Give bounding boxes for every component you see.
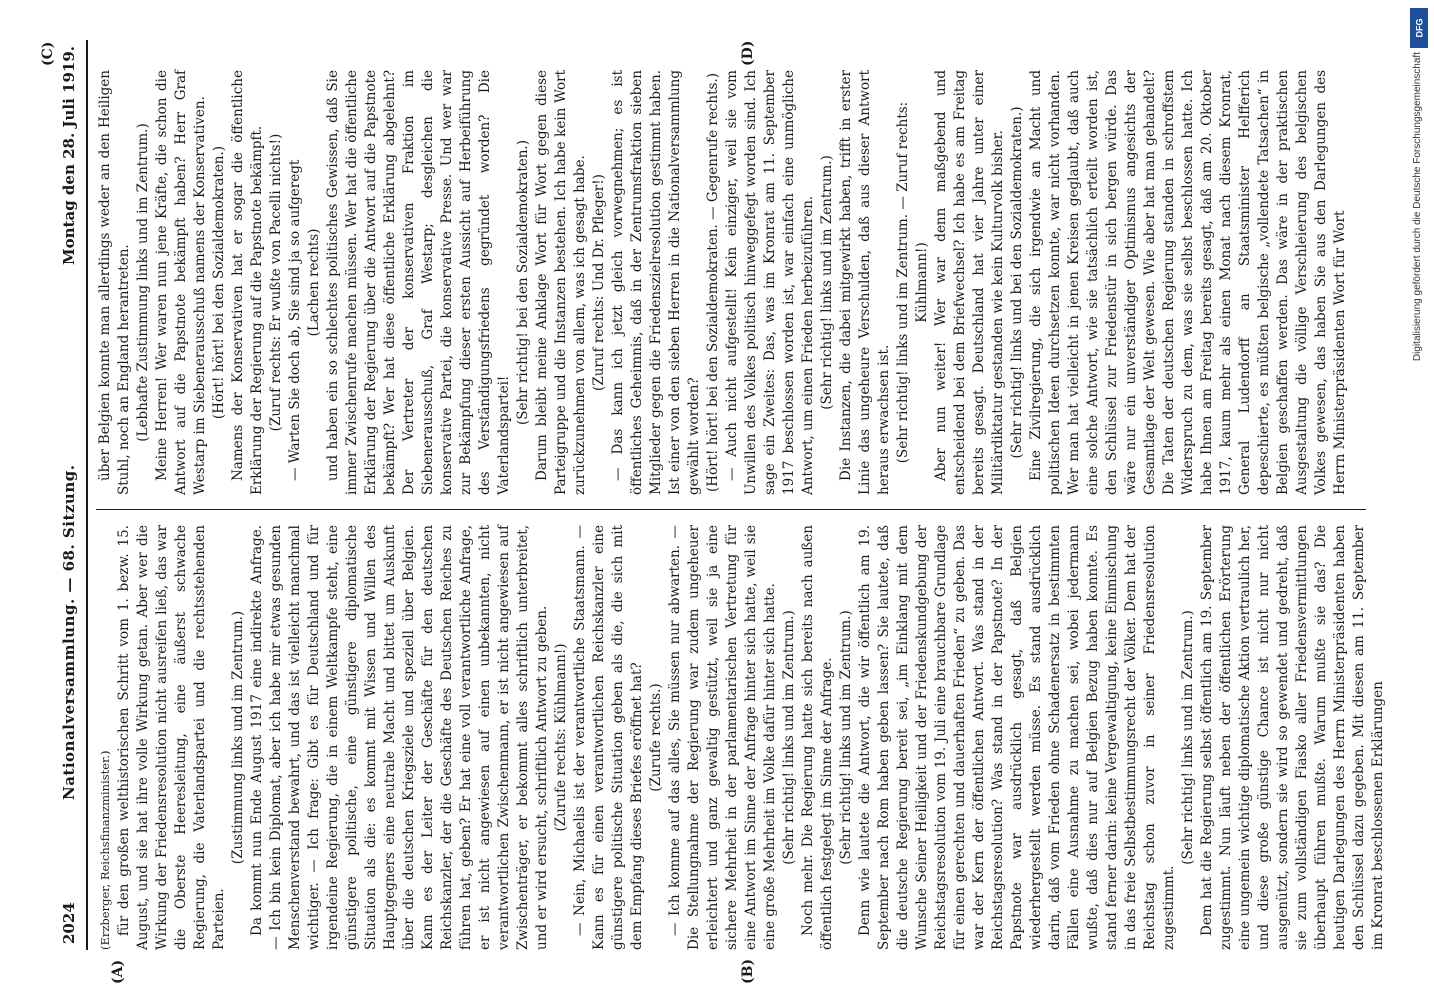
interjection: (Sehr richtig! links und im Zentrum.) [781,610,797,865]
interjection: (Sehr richtig! links und im Zentrum. — Zuruf rechts: Kühlmann!) [895,101,930,464]
interjection: (Sehr richtig! links und bei den Sozialdemokraten.) [1009,106,1025,459]
interjection: (Lachen rechts) [306,228,322,337]
dfg-credit-text: Digitalisierung gefördert durch die Deutsche Forschungsgemeinschaft [1412,52,1423,362]
interjection: (Zustimmung links und im Zentrum.) [230,610,246,865]
paragraph: Dem hat die Regierung selbst öffentlich am 19. September zugestimmt. Nun läuft neben der öffentlichen Erörterung eine ungemein wichtige diplomatische Aktion vertraulich her, und diese große günstige Chance ist nicht nur nicht ausgenützt, sondern sie wird so gewendet und gedreht, daß sie zum vollständigen Fiasko aller Friedensvermittlungen überhaupt führen mußte. Warum mußte sie das? Die heutigen Darlegungen des Herrn Ministerpräsidenten haben den Schlüssel dazu gegeben. Mit diesen am 11. September im Kronrat beschlossenen Erklärungen [1199,525,1386,950]
interjection: (Sehr richtig! links und im Zentrum.) [1180,610,1196,865]
interjection: (Sehr richtig! links und im Zentrum.) [838,610,854,865]
right-column [96,70,1366,495]
paragraph: Eine Zivilregierung, die sich irgendwie an Macht und politischen Ideen durchsetzen konnte, war nicht vorhanden. Wer man hat vielleicht in jenen Kreisen geglaubt, daß auch eine solche Antwort, wie sie tatsächlich erteilt worden ist, den Schlüssel zur Friedenstür in sich bergen würde. Das wäre nur ein unverständiger Optimismus angesichts der Gesamtlage der Welt gewesen. Wie aber hat man gehandelt? Die Taten der deutschen Regierung standen in schroffstem Widerspruch zu dem, was sie selbst beschlossen hatte. Ich habe Ihnen am Freitag bereits gesagt, daß am 20. Oktober 1917, kaum mehr als einen Monat nach diesem Kronrat, General Ludendorff an Staatsminister Helfferich depeschierte, es müßten belgische „vollendete Tatsachen“ in Belgien geschaffen werden. Das wäre in der praktischen Ausgestaltung die völlige Verschleierung des belgischen Volkes gewesen, das haben Sie aus den Darlegungen des Herrn Ministerpräsidenten Wort für Wort [1028,70,1348,495]
paragraph: Aber nun weiter! Wer war denn maßgebend und entscheidend bei dem Briefwechsel? Ich habe es am Freitag bereits gesagt. Deutschland hat vier Jahre unter einer Militärdiktatur gestanden wie kein Kulturvolk bisher. [933,70,1006,495]
paragraph: — Ich komme auf das alles, Sie müssen nur abwarten. — Die Stellungnahme der Regierung war zudem ungeheuer erleichtert und ganz gewaltig gestützt, weil sie ja eine sichere Mehrheit in der parlamentarischen Vertretung für eine Antwort im Sinne der Anfrage hinter sich hatte, weil sie eine große Mehrheit im Volke dafür hinter sich hatte. [667,525,778,950]
margin-marker-a: (A) [110,959,126,984]
interjection: (Zurufe rechts: Kühlmann!) [553,643,569,832]
paragraph: und haben ein so schlechtes politisches Gewissen, daß Sie immer Zwischenrufe machen müssen. Wer hat die öffentliche Erklärung der Regierung über die Antwort auf die Papstnote bekämpft? Wer hat diese öffentliche Erklärung abgelehnt? Der Vertreter der konservativen Fraktion im Siebenerausschuß, Graf Westarp; desgleichen die konservative Partei, die konservative Presse. Und wer war zur Bekämpfung dieser ersten Aussicht auf Herbeiführung des Verständigungsfriedens gegründet worden? Die Vaterlandspartei! [325,70,512,495]
paragraph: Darum bleibt meine Anklage Wort für Wort gegen diese Parteigruppe und die Instanzen bestehen. Ich habe kein Wort zurückzunehmen von allem, was ich gesagt habe. [534,70,588,495]
paragraph: — Auch nicht aufgestellt! Kein einziger, weil sie vom Unwillen des Volkes politisch hinweggefegt worden sind. Ich sage ein Zweites: Das, was im Kronrat am 11. September 1917 beschlossen worden ist, war einfach eine unmögliche Antwort, um einen Frieden herbeizuführen. [724,70,816,495]
left-column [96,525,1386,950]
dfg-side-label [1408,8,1430,988]
paragraph: Die Instanzen, die dabei mitgewirkt haben, trifft in erster Linie das ungeheure Verschulden, daß aus dieser Antwort heraus erwachsen ist. [838,70,892,495]
page-title: Nationalversammlung. — 68. Sitzung. [60,464,78,800]
margin-marker-b: (B) [740,958,756,984]
margin-marker-c: (C) [40,41,56,66]
interjection: (Hört! hört! bei den Sozialdemokraten.) [211,145,227,420]
paragraph: über Belgien konnte man allerdings weder an den Heiligen Stuhl, noch an England herantreten. [97,70,132,495]
interjection: (Zuruf rechts: Er wußte von Pacelli nichts!) [268,133,284,432]
interjection: (Sehr richtig! links und im Zentrum.) [819,155,835,410]
paragraph: Meine Herren! Wer waren nun jene Kräfte, die schon die Antwort auf die Papstnote bekämpft haben? Herr Graf Westarp im Siebenerausschuß namens der Konservativen. [154,70,208,495]
interjection: (Lebhafte Zustimmung links und im Zentrum.) [135,123,151,442]
interjection: (Zurufe rechts.) [648,683,664,792]
paragraph: Namens der Konservativen hat er sogar die öffentliche Erklärung der Regierung auf die Papstnote bekämpft. [230,70,265,495]
interjection: (Hört! hört! bei den Sozialdemokraten. — Gegenrufe rechts.) [705,72,721,493]
paragraph: — Warten Sie doch ab, Sie sind ja so aufgeregt [287,159,303,481]
dfg-logo: DFG [1410,8,1428,48]
page-date: Montag den 28. Juli 1919. [60,46,78,265]
rotated-page [40,40,1386,984]
paragraph: Denn wie lautete die Antwort, die wir öffentlich am 19. September nach Rom haben geben lassen? Sie lautete, daß die deutsche Regierung bereit sei, „im Einklang mit dem Wunsche Seiner Heiligkeit und der Friedenskundgebung der Reichstagsresolution vom 19. Juli eine brauchbare Grundlage für einen gerechten und dauerhaften Frieden“ zu geben. Das war der Kern der öffentlichen Antwort. Was stand in der Reichstagsresolution? Was stand in der Papstnote? In der Papstnote war ausdrücklich gesagt, daß Belgien wiederhergestellt werden müsse. Es stand ausdrücklich darin, daß vom Frieden ohne Schadenersatz in bestimmten Fällen eine Ausnahme zu machen sei, wobei jedermann wußte, daß dies nur auf Belgien Bezug haben konnte. Es stand ferner darin: keine Vergewaltigung, keine Einmischung in das freie Selbstbestimmungsrecht der Völker. Dem hat der Reichstag schon zuvor in seiner Friedensresolution zugestimmt. [857,525,1177,950]
paragraph: — Das kann ich jetzt gleich vorwegnehmen; es ist öffentliches Geheimnis, daß in der Zentrumsfraktion sieben Mitglieder gegen die Friedenszielresolution gestimmt haben. Ist einer von den sieben Herren in die Nationalversammlung gewählt worden? [610,70,702,495]
paragraph: — Nein, Michaelis ist der verantwortliche Staatsmann. — Kann es für einen verantwortlichen Reichskanzler eine günstigere politische Situation geben als die, die sich mit dem Empfang dieses Briefes eröffnet hat? [572,525,645,950]
column-divider [96,509,1366,510]
interjection: (Sehr richtig! bei den Sozialdemokraten.) [515,140,531,426]
paragraph: Noch mehr. Die Regierung hatte sich bereits nach außen öffentlich festgelegt im Sinne der Anfrage. [800,525,835,950]
paragraph: (Erzberger, Reichsfinanzminister.) [98,750,112,950]
paragraph: für den großen welthistorischen Schritt vom 1. bezw. 15. August, und sie hat ihre volle Wirkung getan. Aber wer die Wirkung der Friedensresolution nicht ausreifen ließ, das war die Oberste Heeresleitung, eine äußerst schwache Regierung, die Vaterlandspartei und die rechtsstehenden Parteien. [116,525,227,950]
paragraph: Da kommt nun Ende August 1917 eine indirekte Anfrage. — Ich bin kein Diplomat, aber ich habe mir etwas gesunden Menschenverstand bewahrt, und das ist vielleicht manchmal wichtiger. — Ich frage: Gibt es für Deutschland und für irgendeine Regierung, die in einem Weltkampfe steht, eine günstigere politische, eine günstigere diplomatische Situation als die: es kommt mit Wissen und Willen des Hauptgegners eine neutrale Macht und bittet um Auskunft über die deutschen Kriegsziele und speziell über Belgien. Kann es der Leiter der Geschäfte für den deutschen Reichskanzler, der die Geschäfte des Deutschen Reiches zu führen hat, geben? Er hat eine voll verantwortliche Anfrage, er ist nicht angewiesen auf einen unbekannten, nicht verantwortlichen Zwischenmann, er ist nicht angewiesen auf Zwischenträger, er bekommt alles schriftlich unterbreitet, und er wird ersucht, schriftlich Antwort zu geben. [249,525,550,950]
interjection: (Zuruf rechts: Und Dr. Pfleger!) [591,174,607,391]
page-header [50,40,88,950]
page-number: 2024 [60,902,78,944]
margin-marker-d: (D) [740,40,756,66]
